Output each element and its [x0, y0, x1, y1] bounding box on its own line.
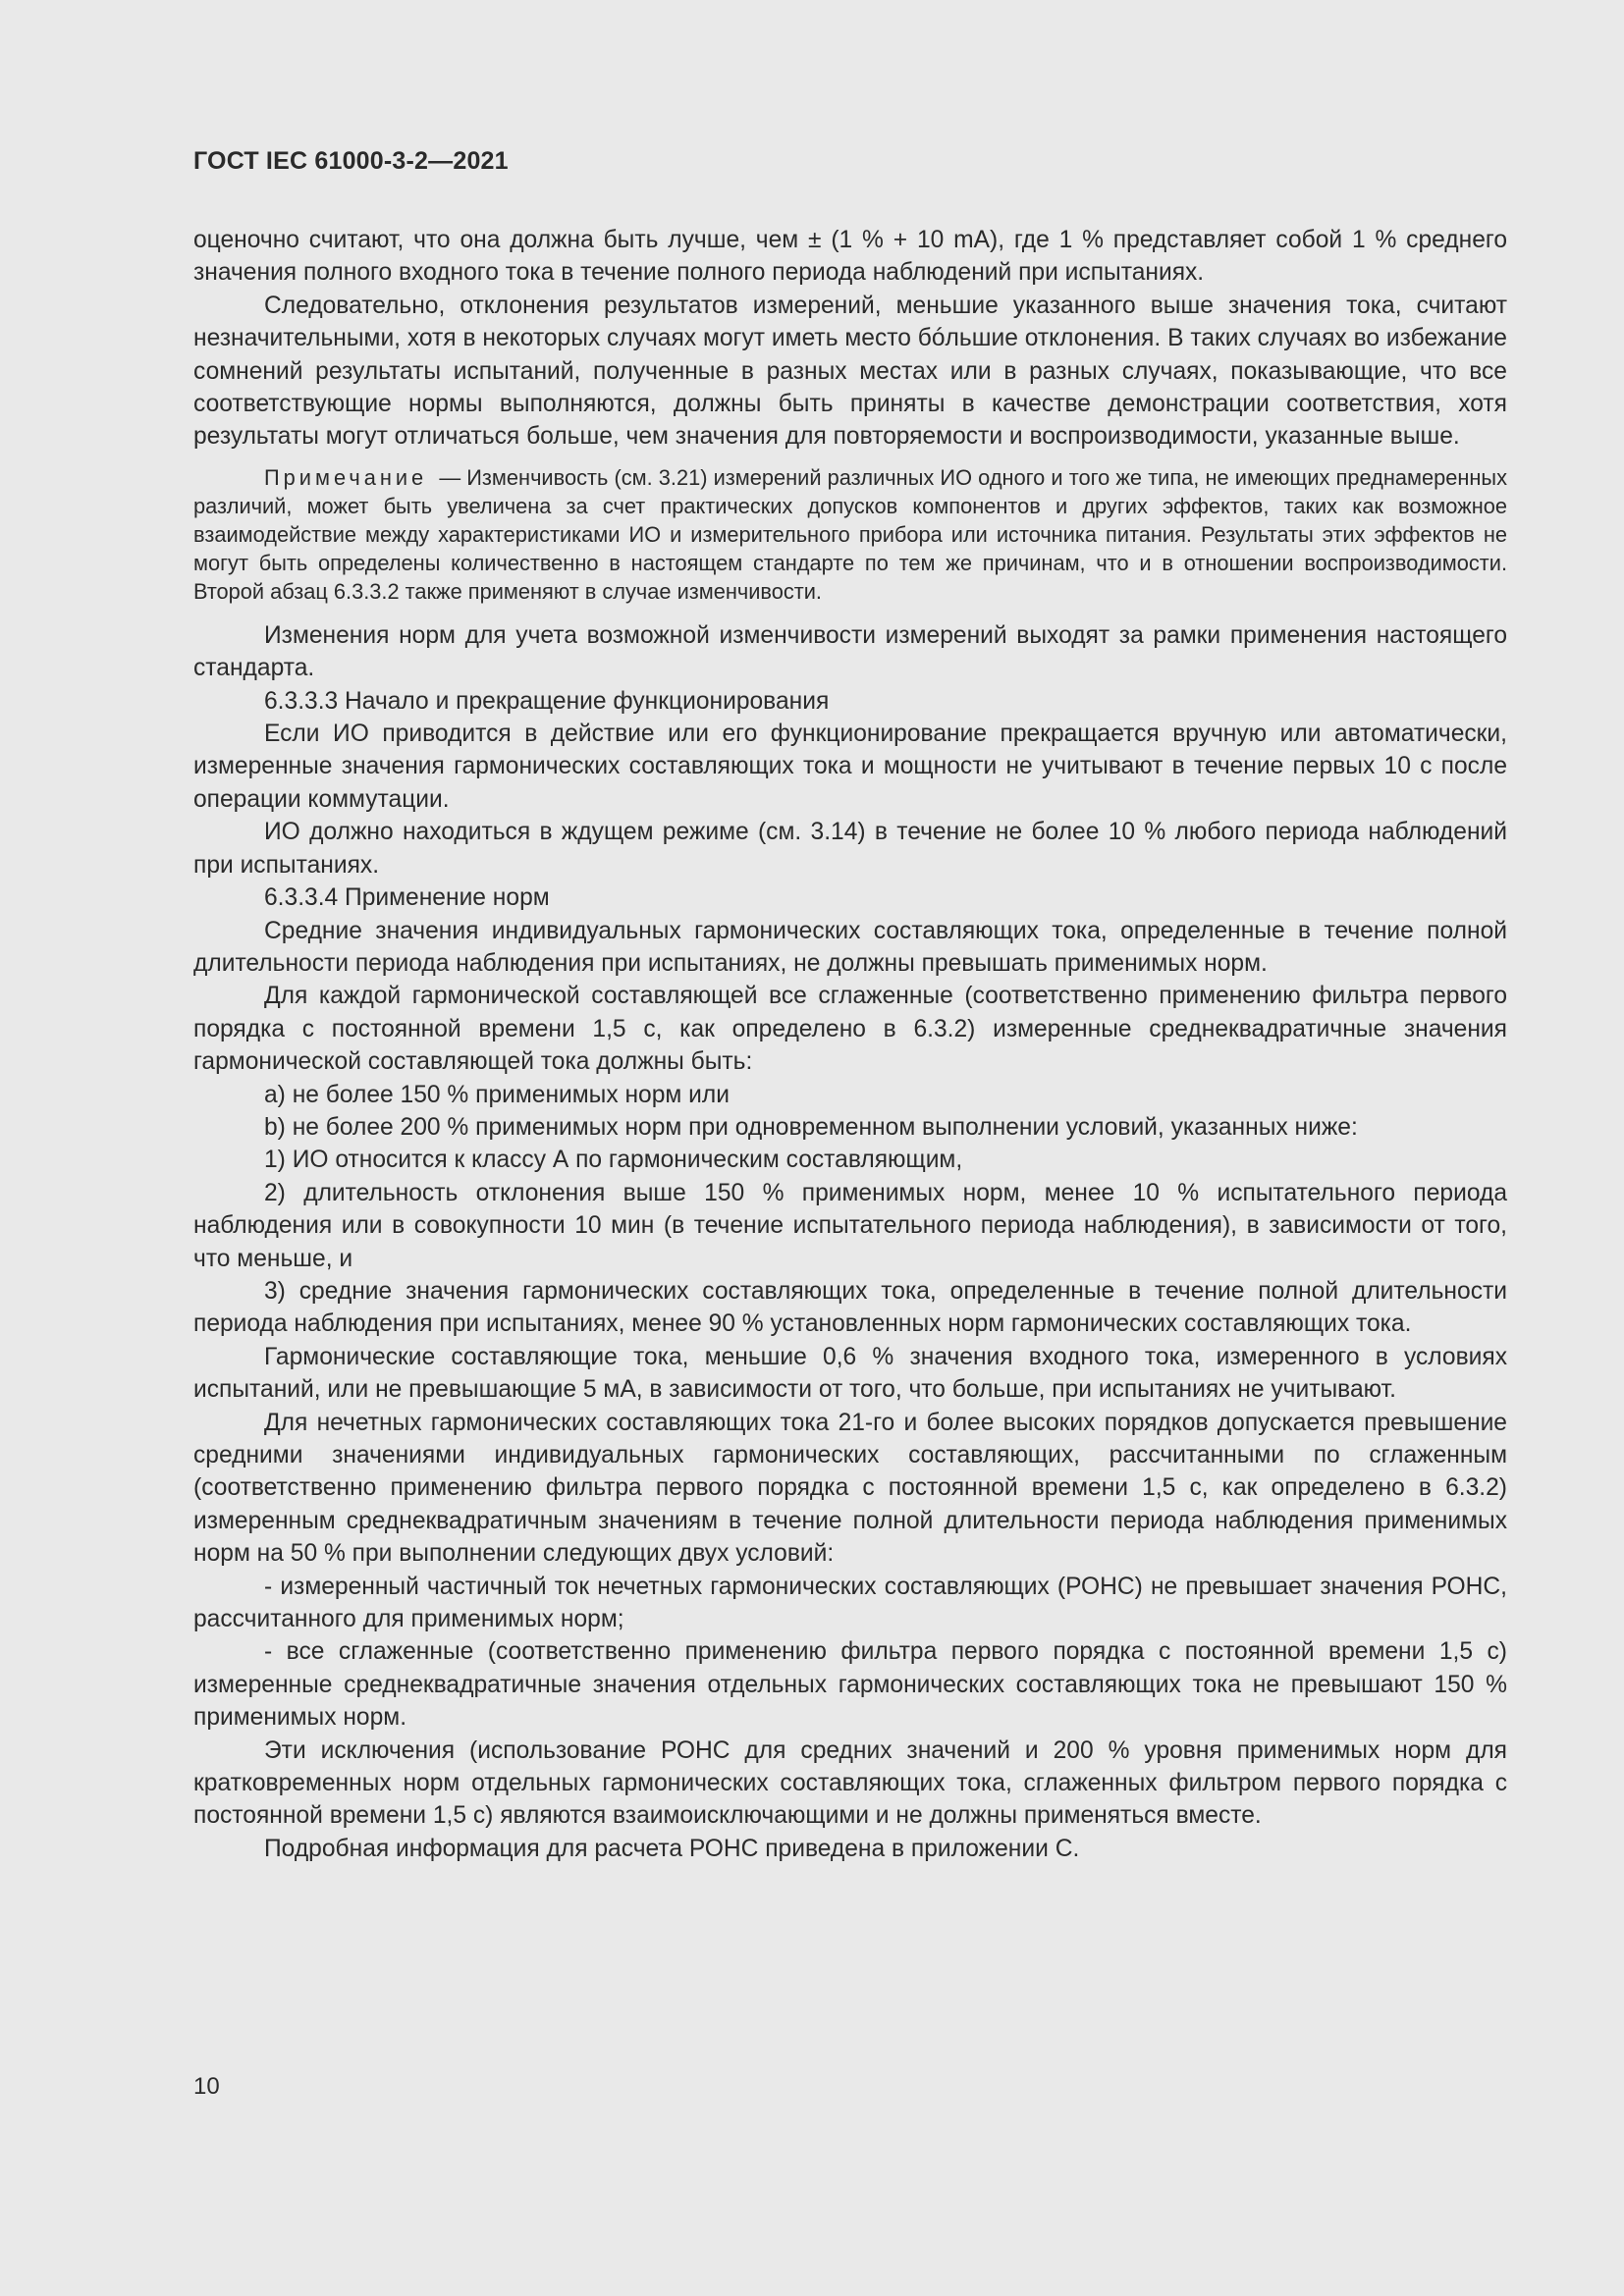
list-item: - все сглаженные (соответственно применению фильтра первого порядка с постоянной времени 1,5 с) измеренные среднеквадратичные значения отдельных гармонических составляющих тока не превышают 150 % применимых норм.	[193, 1638, 1507, 1732]
list-item: b) не более 200 % применимых норм при одновременном выполнении условий, указанных ниже:	[264, 1113, 1358, 1141]
paragraph: Если ИО приводится в действие или его функционирование прекращается вручную или автоматически, измеренные значения гармонических составляющих тока и мощности не учитывают в течение первых 10 с после операции коммутации.	[193, 721, 1507, 813]
paragraph: Для нечетных гармонических составляющих тока 21-го и более высоких порядков допускается превышение средними значениями индивидуальных гармонических составляющих, рассчитанными по сглаженным (соответственно применению фильтра первого порядка с постоянной времени 1,5 с, как определено в 6.3.2) измеренным среднеквадратичным значениям в течение полной длительности периода наблюдения применимых норм на 50 % при выполнении следующих двух условий:	[193, 1409, 1507, 1568]
list-item: - измеренный частичный ток нечетных гармонических составляющих (РОНС) не превышает значения РОНС, рассчитанного для применимых норм;	[193, 1573, 1507, 1633]
list-item: 3) средние значения гармонических составляющих тока, определенные в течение полной длительности периода наблюдения при испытаниях, менее 90 % установленных норм гармонических составляющих тока.	[193, 1277, 1507, 1338]
note-label: Примечание	[264, 464, 428, 490]
paragraph: Эти исключения (использование РОНС для средних значений и 200 % уровня применимых норм для кратковременных норм отдельных гармонических составляющих тока, сглаженных фильтром первого порядка с постоянной времени 1,5 с) являются взаимоисключающими и не должны применяться вместе.	[193, 1736, 1507, 1830]
list-item: a) не более 150 % применимых норм или	[264, 1081, 730, 1108]
paragraph: Подробная информация для расчета РОНС приведена в приложении С.	[264, 1835, 1080, 1862]
paragraph: ИО должно находиться в ждущем режиме (см. 3.14) в течение не более 10 % любого периода наблюдений при испытаниях.	[193, 819, 1507, 879]
paragraph: оценочно считают, что она должна быть лучше, чем ± (1 % + 10 mA), где 1 % представляет собой 1 % среднего значения полного входного тока в течение полного периода наблюдений при испытаниях.	[193, 227, 1507, 287]
list-item: 1) ИО относится к классу А по гармоническим составляющим,	[264, 1147, 963, 1174]
paragraph: Гармонические составляющие тока, меньшие 0,6 % значения входного тока, измеренного в условиях испытаний, или не превышающие 5 мА, в зависимости от того, что больше, при испытаниях не учитывают.	[193, 1343, 1507, 1404]
paragraph: Средние значения индивидуальных гармонических составляющих тока, определенные в течение полной длительности периода наблюдения при испытаниях, не должны превышать применимых норм.	[193, 917, 1507, 977]
section-heading: 6.3.3.3 Начало и прекращение функционирования	[264, 687, 830, 715]
note-text: — Изменчивость (см. 3.21) измерений различных ИО одного и того же типа, не имеющих преднамеренных различий, может быть увеличена за счет практических допусков компонентов и других эффектов, таких как возможное взаимодействие между характеристиками ИО и измерительного прибора или источника питания. Результаты этих эффектов не могут быть определены количественно в настоящем стандарте по тем же причинам, что и в отношении воспроизводимости. Второй абзац 6.3.3.2 также применяют в случае изменчивости.	[193, 464, 1508, 604]
paragraph: Изменения норм для учета возможной изменчивости измерений выходят за рамки применения настоящего стандарта.	[193, 621, 1507, 682]
page-number: 10	[193, 2073, 220, 2100]
paragraph: Следовательно, отклонения результатов измерений, меньшие указанного выше значения тока, считают незначительными, хотя в некоторых случаях могут иметь место бóльшие отклонения. В таких случаях во избежание сомнений результаты испытаний, полученные в разных местах или в разных случаях, показывающие, что все соответствующие нормы выполняются, должны быть приняты в качестве демонстрации соответствия, хотя результаты могут отличаться больше, чем значения для повторяемости и воспроизводимости, указанные выше.	[193, 292, 1507, 451]
note	[193, 463, 1507, 606]
document-body	[193, 224, 1507, 1865]
section-heading: 6.3.3.4 Применение норм	[264, 884, 550, 912]
list-item: 2) длительность отклонения выше 150 % применимых норм, менее 10 % испытательного периода наблюдения или в совокупности 10 мин (в течение испытательного периода наблюдения), в зависимости от того, что меньше, и	[193, 1179, 1507, 1272]
paragraph: Для каждой гармонической составляющей все сглаженные (соответственно применению фильтра первого порядка с постоянной времени 1,5 с, как определено в 6.3.2) измеренные среднеквадратичные значения гармонической составляющей тока должны быть:	[193, 983, 1507, 1076]
document-header: ГОСТ IEC 61000-3-2—2021	[193, 147, 509, 175]
